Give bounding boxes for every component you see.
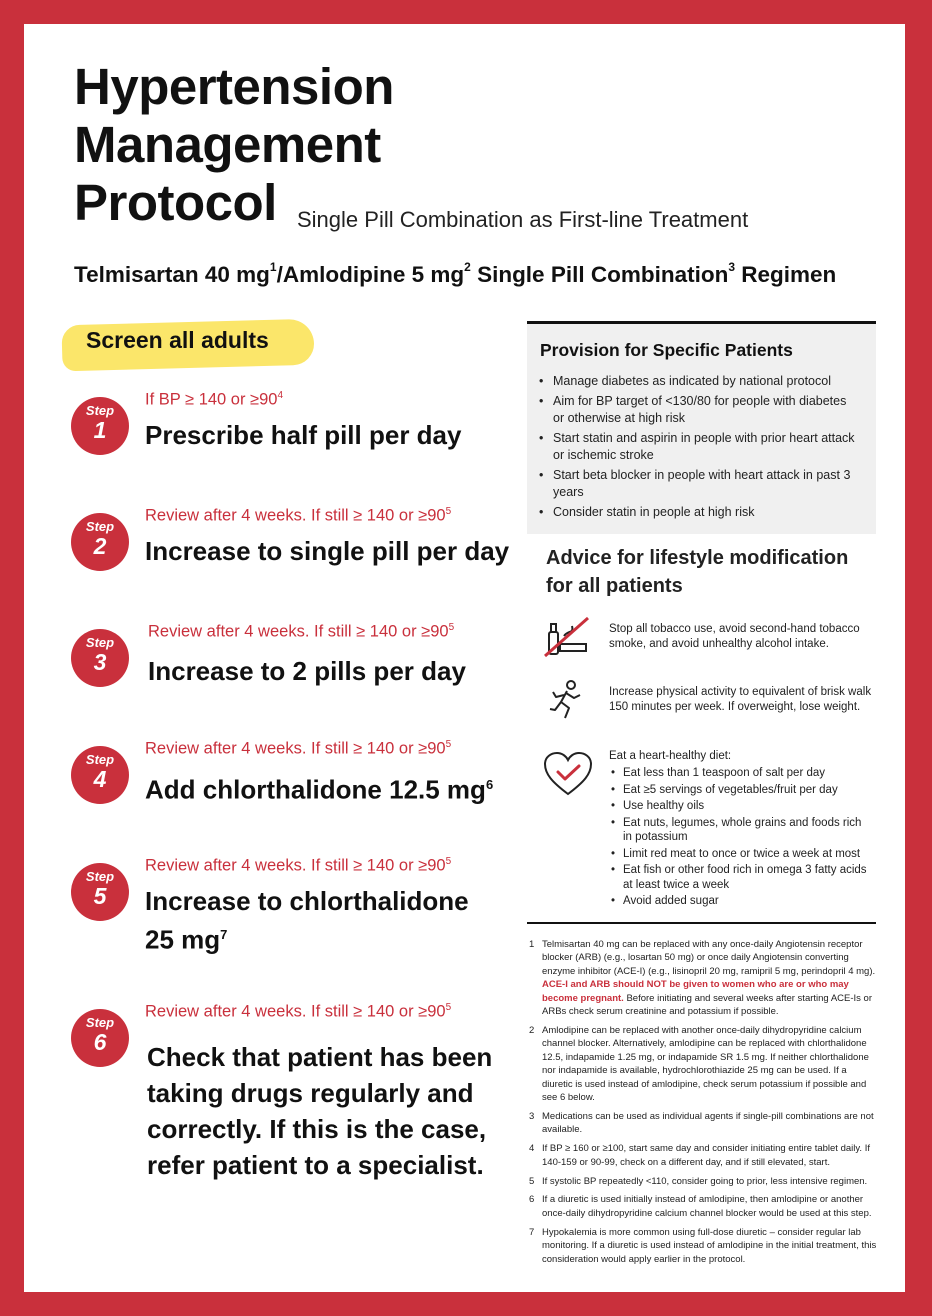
- list-item: • Use healthy oils: [609, 799, 869, 814]
- page-title: [74, 58, 394, 232]
- footnote-text: Amlodipine can be replaced with another once-daily dihydropyridine calcium channel blocker. Alternatively, amlodipine can be replaced with chlorthalidone 12.5, indapamide 1.25 mg, or indapamide SR 1.5 mg. If neither chlorthalidone nor indapamide is available, hydrochlorothiazide 25 mg can be used. If a diuretic is used instead of amlodipine, check serum potassium if possible and see 6 below.: [542, 1024, 869, 1103]
- list-item: • Eat less than 1 teaspoon of salt per day: [609, 766, 869, 781]
- step-condition: [145, 856, 451, 876]
- no-smoking-alcohol-icon: [542, 614, 592, 660]
- footnote-ref: 7: [220, 927, 228, 942]
- footnote-text: Hypokalemia is more common using full-dose diuretic – consider regular lab monitoring. If a diuretic is used instead of amlodipine in the initial treatment, this consideration would apply earlier in the protocol.: [542, 1226, 877, 1265]
- list-item: • Start beta blocker in people with heart attack in past 3 years: [539, 467, 859, 501]
- condition-text: If BP ≥ 140 or ≥90: [145, 390, 278, 409]
- diet-list: [609, 766, 869, 909]
- footnote-text: If systolic BP repeatedly <110, consider going to prior, less intensive regimen.: [542, 1175, 868, 1187]
- provision-title: Provision for Specific Patients: [540, 340, 793, 360]
- title-line-2: Management: [74, 116, 381, 173]
- step-action: [145, 419, 461, 452]
- action-text: Prescribe half pill per day: [145, 420, 462, 450]
- action-line: Check that patient has been: [147, 1042, 493, 1072]
- lifestyle-title: [546, 544, 848, 600]
- step-word: Step: [85, 635, 115, 650]
- step-badge: [71, 1009, 129, 1067]
- action-text: 25 mg: [145, 924, 221, 955]
- diet-intro: Eat a heart-healthy diet:: [609, 750, 732, 762]
- footnote-number: 4: [529, 1143, 535, 1155]
- footnote-number: 7: [529, 1226, 535, 1238]
- regimen-part: /Amlodipine 5 mg: [276, 262, 465, 287]
- condition-text: Review after 4 weeks. If still ≥ 140 or ≥90: [145, 739, 446, 758]
- regimen-part: Regimen: [735, 262, 837, 287]
- step-number: 5: [93, 883, 107, 909]
- step-number: 3: [93, 649, 107, 675]
- footnote: [529, 1024, 877, 1104]
- condition-text: Review after 4 weeks. If still ≥ 140 or ≥90: [145, 856, 446, 875]
- footnote-number: 1: [529, 939, 535, 950]
- regimen-part: Telmisartan 40 mg: [74, 262, 270, 287]
- action-line: [145, 918, 469, 957]
- footnote-ref: 4: [277, 390, 284, 401]
- step-word: Step: [85, 752, 115, 767]
- list-item: • Eat ≥5 servings of vegetables/fruit per day: [609, 783, 869, 798]
- footnote-ref: 5: [448, 622, 455, 633]
- footnote-number: 5: [529, 1175, 535, 1187]
- step-badge: [71, 629, 129, 687]
- condition-text: Review after 4 weeks. If still ≥ 140 or ≥90: [145, 1002, 446, 1021]
- footnote: [529, 1175, 877, 1188]
- step-word: Step: [85, 403, 115, 418]
- footnote: [529, 1226, 877, 1266]
- diet-advice: [609, 749, 869, 911]
- step-badge: [71, 863, 129, 921]
- step-number: 4: [93, 766, 107, 792]
- activity-advice: Increase physical activity to equivalent of brisk walk 150 minutes per week. If overweight, lose weight.: [609, 686, 872, 713]
- divider: [527, 922, 876, 924]
- title-line-1: Hypertension: [74, 58, 394, 115]
- lifestyle-title-line: for all patients: [546, 575, 683, 597]
- title-line-3: Protocol: [74, 174, 277, 231]
- step-action: [148, 655, 466, 688]
- footnote-ref: 5: [445, 1002, 452, 1013]
- footnote-text: Medications can be used as individual agents if single-pill combinations are not available.: [542, 1110, 874, 1136]
- step-action: [145, 768, 493, 807]
- step-word: Step: [85, 519, 115, 534]
- action-text: Increase to 2 pills per day: [148, 656, 466, 686]
- footnote-ref: 5: [445, 856, 452, 867]
- step-action: [145, 885, 469, 957]
- footnote-ref: 5: [445, 739, 452, 750]
- step-number: 6: [93, 1029, 107, 1055]
- footnote-ref: 3: [728, 260, 736, 274]
- step-condition: [145, 1002, 451, 1022]
- step-word: Step: [85, 1015, 115, 1030]
- lifestyle-title-line: Advice for lifestyle modification: [546, 547, 849, 569]
- step-condition: [145, 739, 451, 759]
- footnote: [529, 938, 877, 1018]
- footnote-ref: 1: [269, 260, 277, 274]
- list-item: • Consider statin in people at high risk: [539, 504, 859, 521]
- heart-check-icon: [542, 750, 594, 798]
- list-item: • Aim for BP target of <130/80 for people with diabetes or otherwise at high risk: [539, 393, 859, 427]
- step-condition: [148, 622, 454, 642]
- footnote-number: 6: [529, 1194, 535, 1206]
- footnote-number: 3: [529, 1110, 535, 1122]
- tobacco-advice: Stop all tobacco use, avoid second-hand tobacco smoke, and avoid unhealthy alcohol intake.: [609, 623, 860, 650]
- footnote-ref: 5: [445, 506, 452, 517]
- footnote: [529, 1193, 877, 1220]
- footnote-text: Telmisartan 40 mg can be replaced with any once-daily Angiotensin receptor blocker (ARB) (e.g., losartan 50 mg) or once daily Angiotensin converting enzyme inhibitor (ACE-I) (e.g., lisinopril 20 mg, ramipril 5 mg, perindopril 4 mg).: [542, 939, 876, 977]
- step-condition: [145, 390, 283, 410]
- list-item: • Eat nuts, legumes, whole grains and foods rich in potassium: [609, 816, 869, 845]
- condition-text: Review after 4 weeks. If still ≥ 140 or ≥90: [148, 622, 449, 641]
- list-item: • Start statin and aspirin in people with prior heart attack or ischemic stroke: [539, 430, 859, 464]
- step-action: [145, 535, 509, 568]
- action-text: Add chlorthalidone 12.5 mg: [145, 774, 486, 805]
- step-condition: [145, 506, 451, 526]
- document-page: [24, 24, 905, 1292]
- condition-text: Review after 4 weeks. If still ≥ 140 or ≥90: [145, 506, 446, 525]
- footnote: [529, 1142, 877, 1169]
- regimen-heading: [74, 262, 836, 288]
- action-line: Increase to chlorthalidone: [145, 886, 469, 916]
- step-badge: [71, 746, 129, 804]
- footnote-text: If a diuretic is used initially instead of amlodipine, then amlodipine or another once-daily dihydropyridine calcium channel blocker would be used at this step.: [542, 1194, 872, 1219]
- footnote: [529, 1110, 877, 1137]
- step-badge: [71, 513, 129, 571]
- running-person-icon: [547, 680, 583, 720]
- action-line: refer patient to a specialist.: [147, 1150, 484, 1180]
- list-item: • Avoid added sugar: [609, 894, 869, 909]
- action-line: taking drugs regularly and: [147, 1078, 474, 1108]
- list-item: • Eat fish or other food rich in omega 3 fatty acids at least twice a week: [609, 863, 869, 892]
- step-number: 1: [93, 417, 107, 443]
- screen-label: Screen all adults: [86, 327, 269, 353]
- step-action: [147, 1039, 492, 1183]
- action-text: Increase to single pill per day: [145, 536, 510, 566]
- step-badge: [71, 397, 129, 455]
- list-item: • Manage diabetes as indicated by national protocol: [539, 373, 859, 390]
- pregnancy-warning: ACE-I and ARB should NOT be given to women who are or who may become pregnant.: [542, 979, 849, 1004]
- provision-box: [527, 321, 876, 534]
- footnote-ref: 2: [464, 260, 471, 274]
- footnote-text: Before initiating and several weeks after starting ACE-Is or ARBs check serum creatinine and potassium if possible.: [542, 992, 873, 1018]
- footnote-number: 2: [529, 1024, 535, 1036]
- regimen-part: Single Pill Combination: [470, 262, 729, 287]
- footnotes: [529, 938, 877, 1271]
- footnote-text: If BP ≥ 160 or ≥100, start same day and consider initiating entire tablet daily. If 140-159 or 90-99, check on a different day, and if still elevated, start.: [542, 1143, 870, 1168]
- list-item: • Limit red meat to once or twice a week at most: [609, 847, 869, 862]
- provision-list: [539, 373, 859, 524]
- action-line: correctly. If this is the case,: [147, 1114, 487, 1144]
- footnote-ref: 6: [485, 777, 494, 792]
- step-word: Step: [85, 869, 115, 884]
- page-subtitle: Single Pill Combination as First-line Treatment: [297, 207, 749, 232]
- step-number: 2: [93, 533, 107, 559]
